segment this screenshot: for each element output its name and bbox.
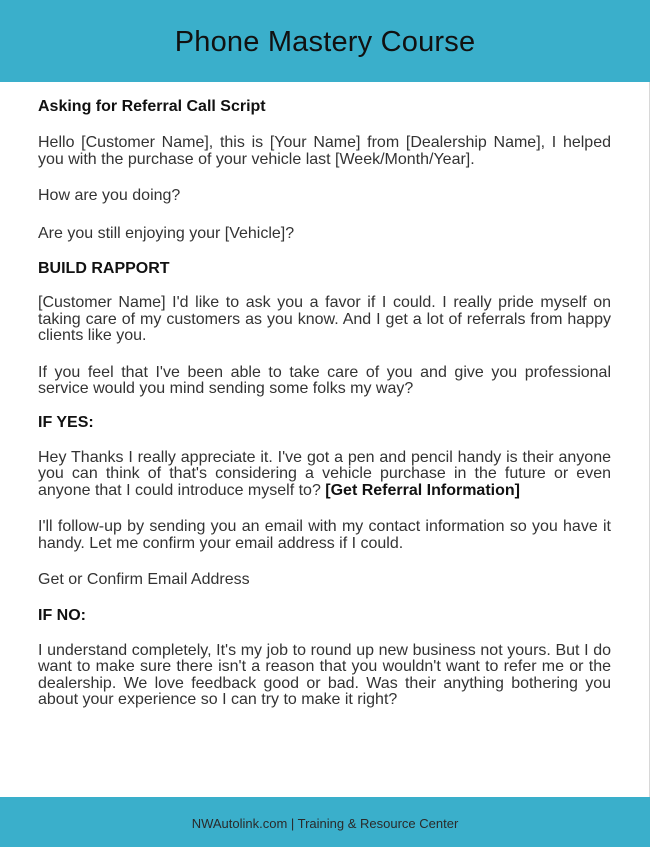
- rapport-paragraph-favor: [Customer Name] I'd like to ask you a favor if I could. I really pride myself on taking care of my customers as you know. And I get a lot of referrals from happy clients like you.: [38, 294, 611, 344]
- if-no-heading: IF NO:: [38, 606, 86, 624]
- get-referral-info-label: [Get Referral Information]: [325, 481, 520, 499]
- if-yes-heading: IF YES:: [38, 413, 94, 431]
- footer-band: [0, 797, 650, 847]
- footer-text: NWAutolink.com | Training & Resource Center: [191, 815, 459, 831]
- if-no-paragraph: I understand completely, It's my job to round up new business not yours. But I do want to make sure there isn't a reason that you wouldn't want to refer me or the dealership. We love feedback good or bad. Was their anything bothering you about your experience so I can try to make it right?: [38, 641, 611, 708]
- if-yes-followup-paragraph: I'll follow-up by sending you an email with my contact information so you have it handy. Let me confirm your email address if I could.: [38, 518, 611, 552]
- header-band: [0, 0, 650, 82]
- if-yes-paragraph: [38, 450, 611, 500]
- intro-paragraph: Hello [Customer Name], this is [Your Name] from [Dealership Name], I helped you with the purchase of your vehicle last [Week/Month/Year].: [38, 134, 611, 168]
- intro-question-how: How are you doing?: [38, 187, 181, 204]
- rapport-heading: BUILD RAPPORT: [38, 260, 170, 277]
- script-heading: Asking for Referral Call Script: [38, 98, 266, 115]
- rapport-paragraph-ask: If you feel that I've been able to take care of you and give you professional service would you mind sending some folks my way?: [38, 363, 611, 397]
- script-content: [38, 96, 611, 709]
- if-yes-text: Hey Thanks I really appreciate it. I've got a pen and pencil handy is their anyone you can think of that's considering a vehicle purchase in the future or even anyone that I could introduce myself to?: [38, 448, 611, 499]
- intro-question-vehicle: Are you still enjoying your [Vehicle]?: [38, 224, 295, 242]
- if-yes-email-line: Get or Confirm Email Address: [38, 571, 250, 588]
- page-title: Phone Mastery Course: [174, 25, 476, 58]
